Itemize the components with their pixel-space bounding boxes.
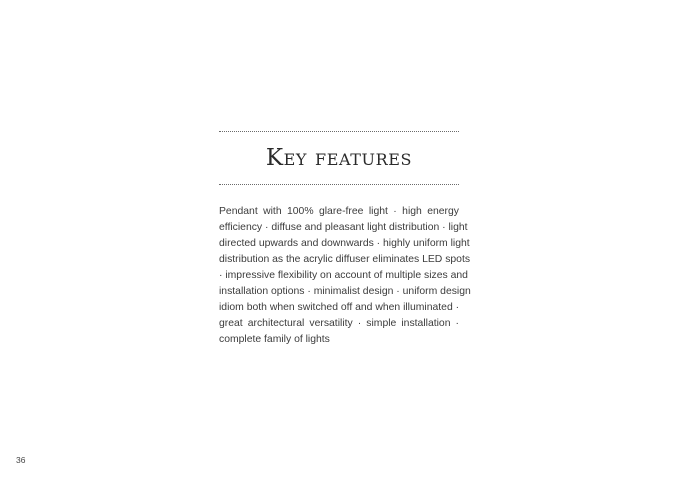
paragraph-line: efficiency · diffuse and pleasant light distribution · light — [219, 222, 468, 233]
page-number: 36 — [16, 455, 26, 465]
paragraph-line: idiom both when switched off and when illuminated · — [219, 302, 460, 313]
features-paragraph — [219, 204, 471, 348]
section-heading: Key features — [265, 145, 413, 171]
paragraph-line: · impressive flexibility on account of multiple sizes and — [219, 270, 468, 281]
paragraph-line: complete family of lights — [219, 334, 330, 345]
paragraph-line: installation options · minimalist design · uniform design — [219, 286, 471, 297]
paragraph-line: Pendant with 100% glare-free light · high energy — [219, 206, 459, 217]
paragraph-line: directed upwards and downwards · highly uniform light — [219, 238, 470, 249]
bottom-dotted-rule — [219, 184, 459, 185]
paragraph-line: distribution as the acrylic diffuser eliminates LED spots — [219, 254, 471, 265]
paragraph-line: great architectural versatility · simple installation · — [219, 318, 459, 329]
top-dotted-rule — [219, 131, 459, 132]
